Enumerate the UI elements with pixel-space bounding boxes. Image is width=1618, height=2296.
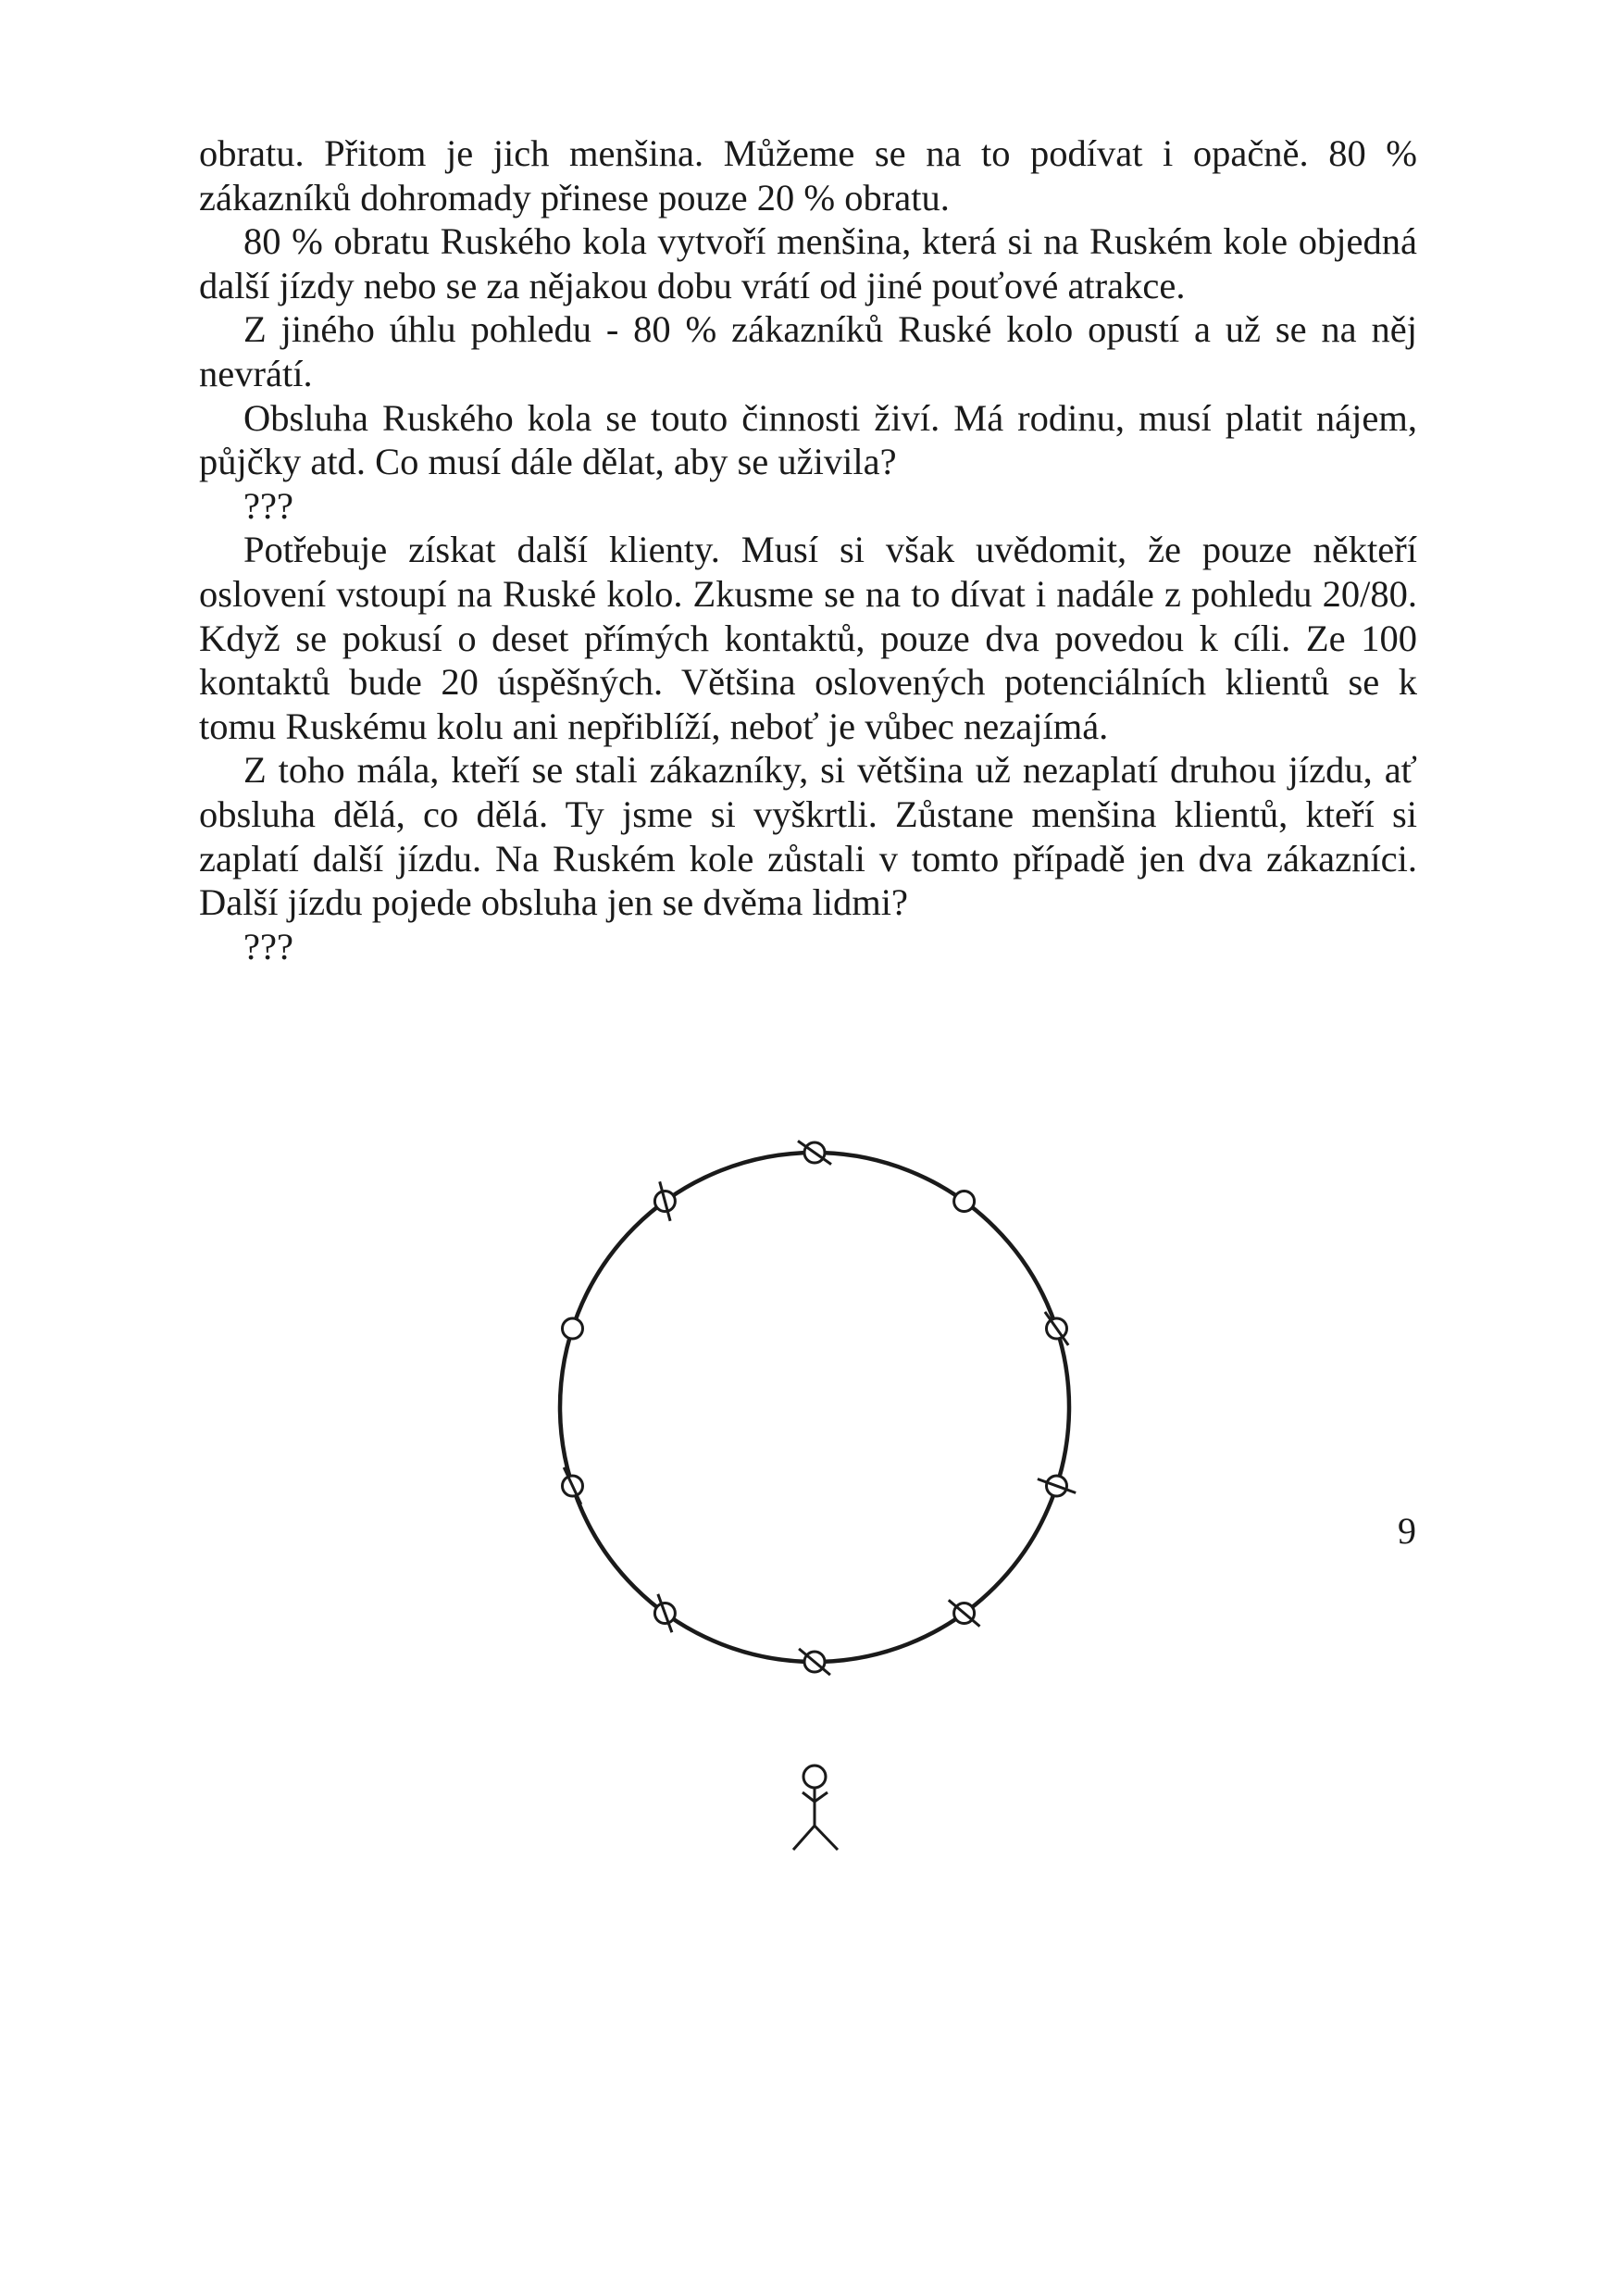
wheel-rim xyxy=(560,1153,1069,1662)
empty-seat xyxy=(563,1318,583,1339)
seat-circle xyxy=(563,1318,583,1339)
ferris-wheel-figure xyxy=(537,1129,1111,1889)
crossed-seat xyxy=(563,1467,583,1504)
empty-seat xyxy=(954,1192,975,1212)
ferris-wheel-drawing xyxy=(537,1129,1111,1889)
stick-figure-left-leg xyxy=(793,1826,815,1850)
crossed-seat xyxy=(799,1649,830,1675)
stick-figure-right-arm xyxy=(815,1792,828,1802)
stick-figure xyxy=(793,1766,838,1850)
paragraph: Potřebuje získat další klienty. Musí si však uvědomit, že pouze někteří oslovení vstoupí na Ruské kolo. Zkusme se na to dívat i nadále z pohledu 20/80. Když se pokusí o deset přímých kontaktů, pouze dva povedou k cíli. Ze 100 kontaktů bude 20 úspěšných. Většina oslovených potenciálních klientů se k tomu Ruskému kolu ani nepřiblíží, neboť je vůbec nezajímá. xyxy=(199,529,1417,747)
stick-figure-head xyxy=(803,1766,826,1788)
paragraph: 80 % obratu Ruského kola vytvoří menšina, která si na Ruském kole objedná další jízdy nebo se za nějakou dobu vrátí od jiné pouťové atrakce. xyxy=(199,220,1417,306)
paragraph: Z toho mála, kteří se stali zákazníky, si většina už nezaplatí druhou jízdu, ať obsluha dělá, co dělá. Ty jsme si vyškrtli. Zůstane menšina klientů, kteří si zaplatí další jízdu. Na Ruském kole zůstali v tomto případě jen dva zákazníci. Další jízdu pojede obsluha jen se dvěma lidmi? xyxy=(199,749,1417,924)
body-text xyxy=(199,131,1417,968)
question-marks: ??? xyxy=(243,484,293,527)
crossed-seat xyxy=(1045,1312,1068,1345)
stick-figure-right-leg xyxy=(815,1826,838,1850)
paragraph: obratu. Přitom je jich menšina. Můžeme se na to podívat i opačně. 80 % zákazníků dohromady přinese pouze 20 % obratu. xyxy=(199,132,1417,218)
crossed-seat xyxy=(654,1181,675,1221)
crossed-seat xyxy=(654,1594,675,1632)
page-number: 9 xyxy=(1398,1510,1416,1552)
crossed-seat xyxy=(1038,1476,1076,1496)
stick-figure-left-arm xyxy=(803,1792,815,1802)
paragraph: Z jiného úhlu pohledu - 80 % zákazníků Ruské kolo opustí a už se na něj nevrátí. xyxy=(199,308,1417,394)
seat-circle xyxy=(954,1192,975,1212)
paragraph: Obsluha Ruského kola se touto činnosti živí. Má rodinu, musí platit nájem, půjčky atd. Co musí dále dělat, aby se uživila? xyxy=(199,396,1417,483)
question-marks: ??? xyxy=(243,925,293,967)
